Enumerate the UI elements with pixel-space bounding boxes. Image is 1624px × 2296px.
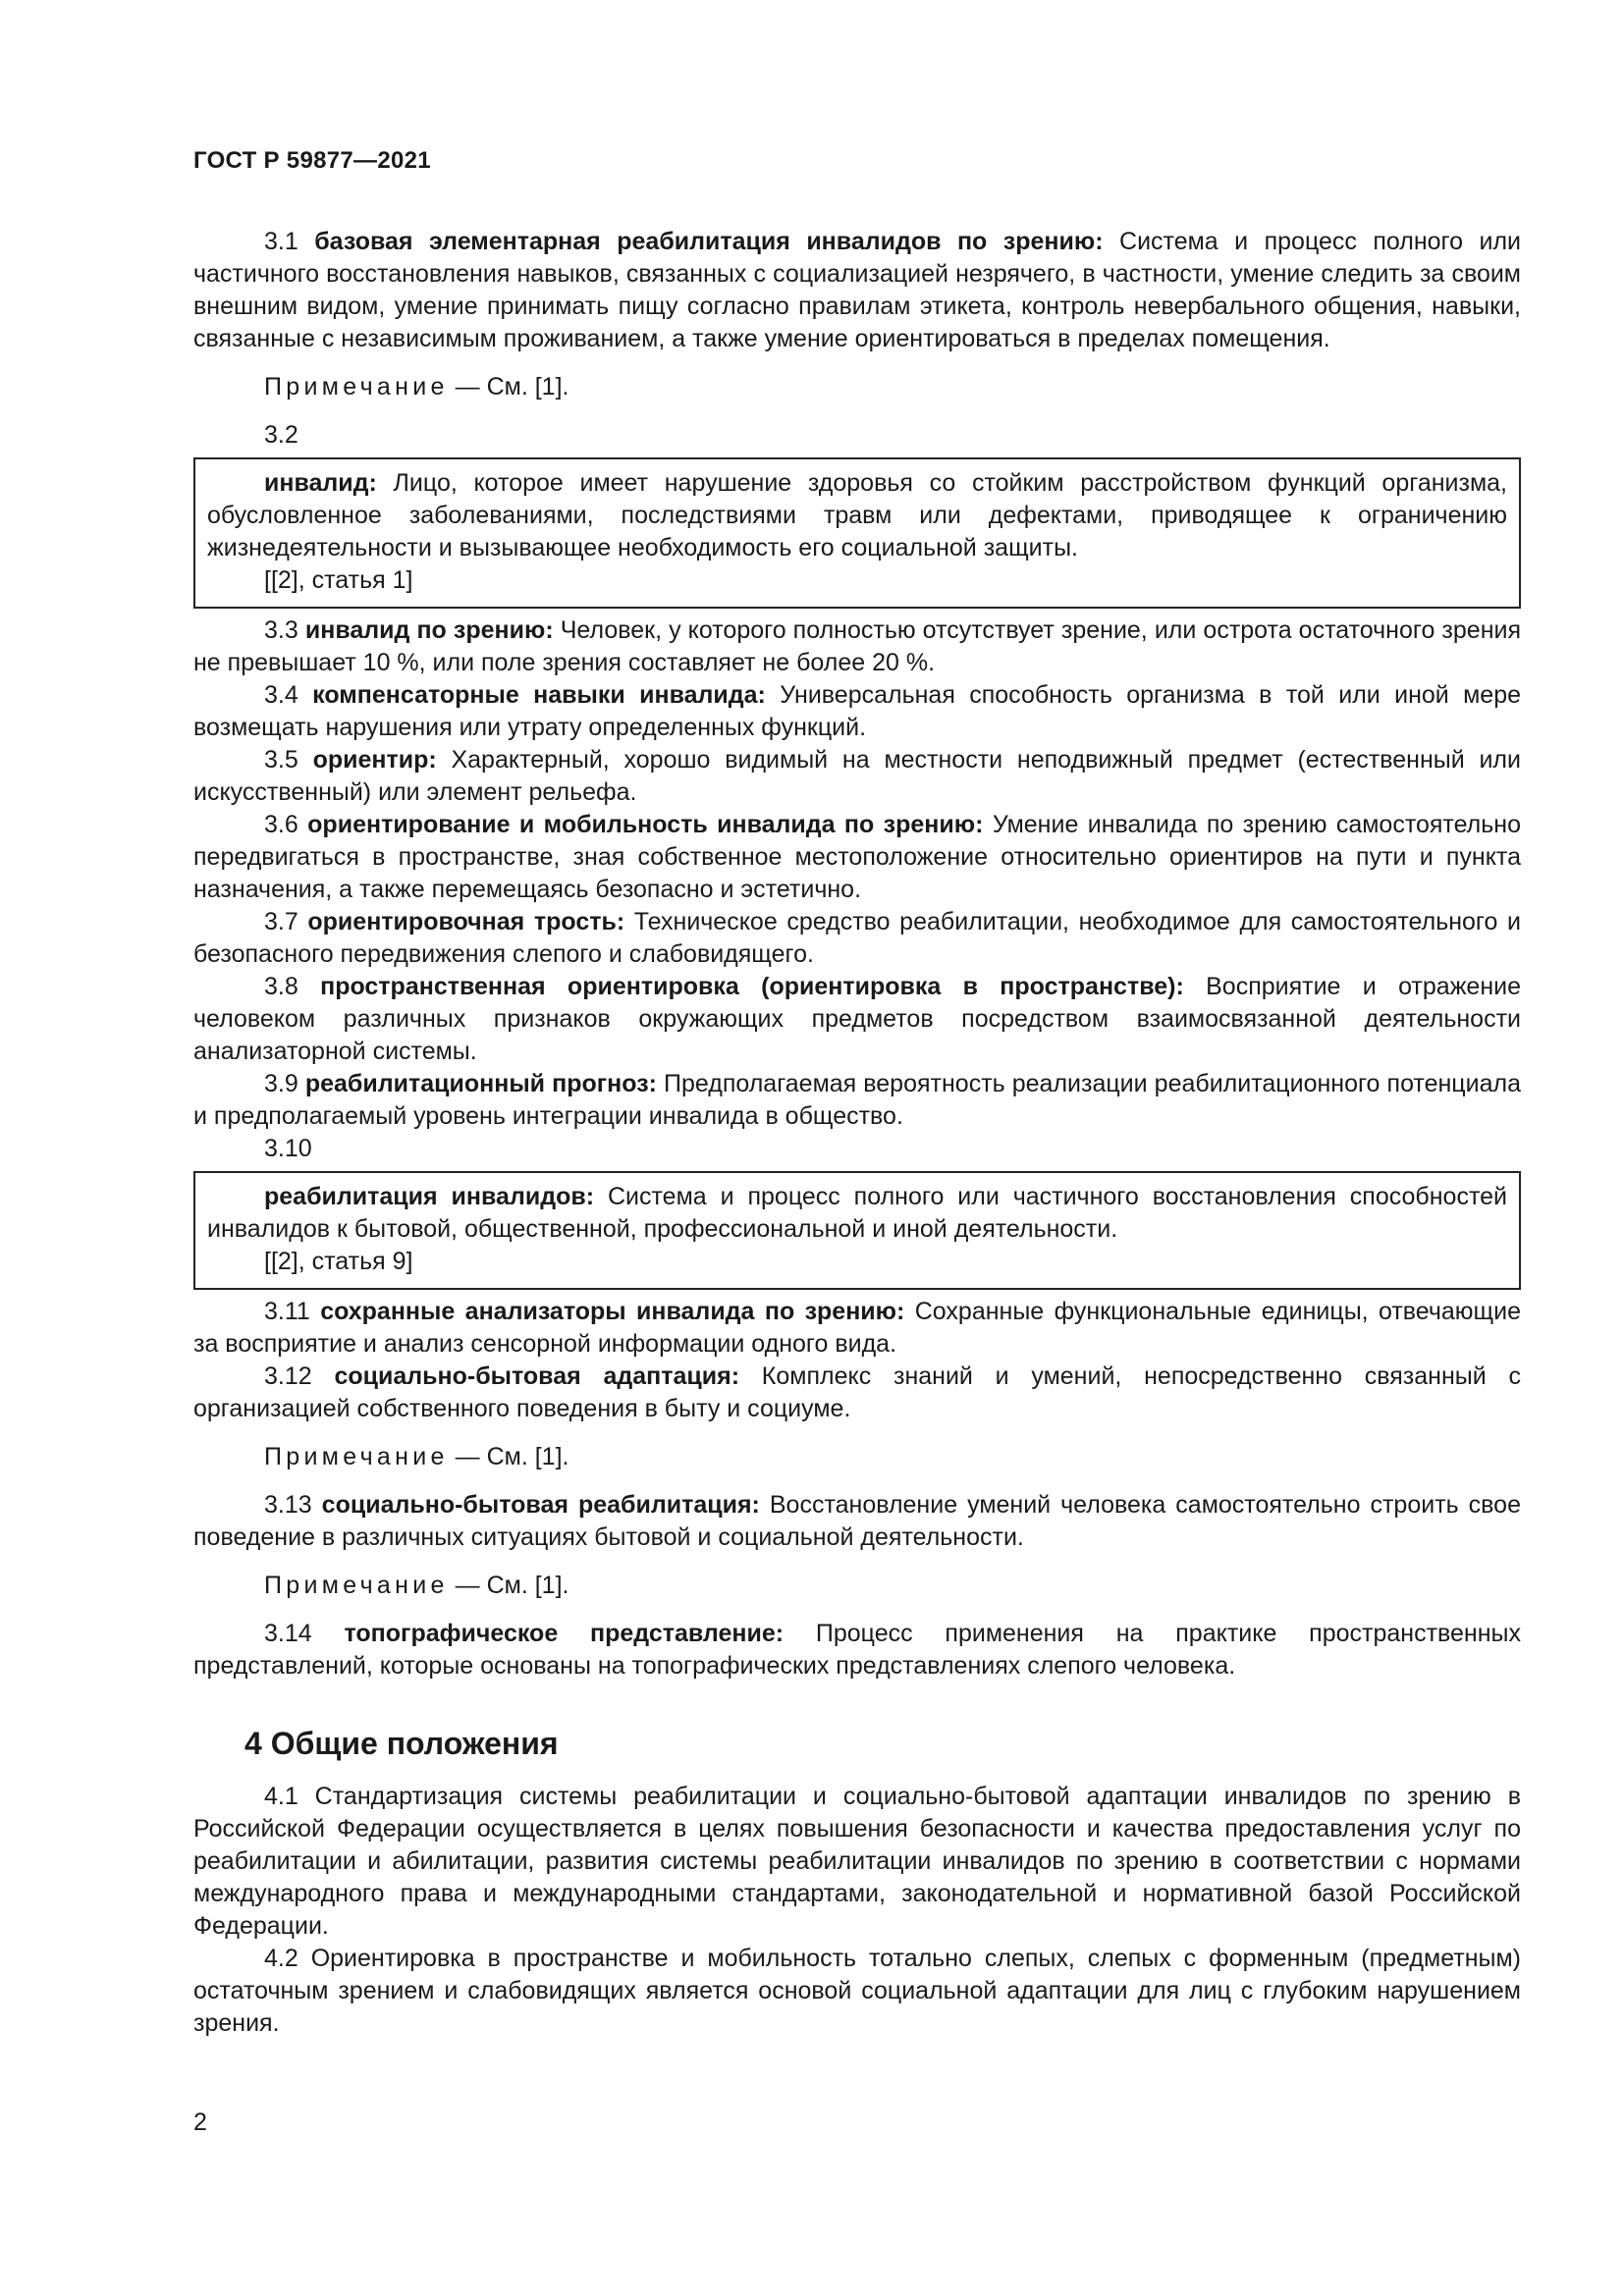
term-3-8: 3.8 пространственная ориентировка (ориентировка в пространстве): Восприятие и отражение человеком различных признаков окружающих предметов посредством взаимосвязанной деятельности анализаторной системы. <box>193 973 1521 1065</box>
term-3-9: 3.9 реабилитационный прогноз: Предполагаемая вероятность реализации реабилитационного потенциала и предполагаемый уровень интеграции инвалида в общество. <box>193 1070 1521 1130</box>
term-3-10 <box>207 1181 1507 1246</box>
term-3-7: 3.7 ориентировочная трость: Техническое средство реабилитации, необходимое для самостоятельного и безопасного передвижения слепого и слабовидящего. <box>193 908 1521 968</box>
note <box>193 1570 1521 1602</box>
term-definition: Умение инвалида по зрению самостоятельно передвигаться в пространстве, зная собственное местоположение относительно ориентиров на пути и пункта назначения, а также перемещаясь безопасно и эстетично. <box>193 811 1521 903</box>
page-content <box>193 226 1521 2040</box>
term-title: топографическое представление: <box>344 1620 785 1647</box>
term-3-11: 3.11 сохранные анализаторы инвалида по зрению: Сохранные функциональные единицы, отвечающие за восприятие и анализ сенсорной информации одного вида. <box>193 1298 1521 1358</box>
term-3-12: 3.12 социально-бытовая адаптация: Комплекс знаний и умений, непосредственно связанный с организацией собственного поведения в быту и социуме. <box>193 1362 1521 1422</box>
term-title: социально-бытовая реабилитация: <box>321 1491 760 1519</box>
term-title: социально-бытовая адаптация: <box>334 1362 740 1390</box>
note <box>193 1441 1521 1473</box>
paragraph-4-1: 4.1 Стандартизация системы реабилитации и социально-бытовой адаптации инвалидов по зрению в Российской Федерации осуществляется в целях повышения безопасности и качества предоставления услуг по реабилитации и абилитации, развития системы реабилитации инвалидов по зрению в соответствии с нормами международного права и международными стандартами, законодательной и нормативной базой Российской Федерации. <box>193 1783 1521 1940</box>
note-text: — См. [1]. <box>448 373 569 400</box>
quoted-definition-box <box>193 457 1521 609</box>
note-label: Примечание <box>264 1443 449 1470</box>
term-3-3: 3.3 инвалид по зрению: Человек, у которого полностью отсутствует зрение, или острота остаточного зрения не превышает 10 %, или поле зрения составляет не более 20 %. <box>193 616 1521 676</box>
term-definition: Предполагаемая вероятность реализации реабилитационного потенциала и предполагаемый уровень интеграции инвалида в общество. <box>193 1070 1521 1130</box>
definition-source: [[2], статья 1] <box>264 566 413 594</box>
term-definition: Комплекс знаний и умений, непосредственно связанный с организацией собственного поведения в быту и социуме. <box>193 1362 1521 1422</box>
term-3-5: 3.5 ориентир: Характерный, хорошо видимый на местности неподвижный предмет (естественный или искусственный) или элемент рельефа. <box>193 746 1521 806</box>
term-definition: Техническое средство реабилитации, необходимое для самостоятельного и безопасного передвижения слепого и слабовидящего. <box>193 908 1521 968</box>
page-number: 2 <box>193 2109 207 2136</box>
term-3-4: 3.4 компенсаторные навыки инвалида: Универсальная способность организма в той или иной мере возмещать нарушения или утрату определенных функций. <box>193 681 1522 741</box>
note-text: — См. [1]. <box>448 1443 569 1470</box>
note <box>193 371 1521 403</box>
term-3-13: 3.13 социально-бытовая реабилитация: Восстановление умений человека самостоятельно строить свое поведение в различных ситуациях бытовой и социальной деятельности. <box>193 1491 1521 1551</box>
term-number-3-2: 3.2 <box>264 421 298 449</box>
term-3-1: 3.1 базовая элементарная реабилитация инвалидов по зрению: Система и процесс полного или частичного восстановления навыков, связанных с социализацией незрячего, в частности, умение следить за своим внешним видом, умение принимать пищу согласно правилам этикета, контроль невербального общения, навыки, связанные с независимым проживанием, а также умение ориентироваться в пределах помещения. <box>193 228 1521 352</box>
term-3-14: 3.14 топографическое представление: Процесс применения на практике пространственных представлений, которые основаны на топографических представлениях слепого человека. <box>193 1620 1521 1680</box>
document-header: ГОСТ Р 59877—2021 <box>193 147 431 174</box>
note-label: Примечание <box>264 1572 449 1599</box>
term-title: пространственная ориентировка (ориентировка в пространстве): <box>320 973 1184 1000</box>
term-3-2 <box>207 467 1507 564</box>
term-definition: Человек, у которого полностью отсутствует зрение, или острота остаточного зрения не превышает 10 %, или поле зрения составляет не более 20 %. <box>193 616 1521 676</box>
term-title: сохранные анализаторы инвалида по зрению: <box>320 1298 905 1325</box>
definition-source: [[2], статья 9] <box>264 1248 413 1275</box>
quoted-definition-box <box>193 1171 1521 1290</box>
term-3-6: 3.6 ориентирование и мобильность инвалида по зрению: Умение инвалида по зрению самостоятельно передвигаться в пространстве, зная собственное местоположение относительно ориентиров на пути и пункта назначения, а также перемещаясь безопасно и эстетично. <box>193 811 1521 903</box>
section-heading: 4 Общие положения <box>244 1726 559 1761</box>
note-text: — См. [1]. <box>448 1572 569 1599</box>
term-title: ориентирование и мобильность инвалида по зрению: <box>307 811 984 838</box>
term-title: компенсаторные навыки инвалида: <box>312 681 766 709</box>
term-definition: Система и процесс полного или частичного восстановления способностей инвалидов к бытовой, общественной, профессиональной и иной деятельности. <box>207 1183 1508 1243</box>
term-definition: Восприятие и отражение человеком различных признаков окружающих предметов посредством взаимосвязанной деятельности анализаторной системы. <box>193 973 1521 1065</box>
term-title: инвалид: <box>264 469 377 497</box>
paragraph-4-2: 4.2 Ориентировка в пространстве и мобильность тотально слепых, слепых с форменным (предметным) остаточным зрением и слабовидящих является основой социальной адаптации для лиц с глубоким нарушением зрения. <box>193 1945 1521 2037</box>
term-definition: Система и процесс полного или частичного восстановления навыков, связанных с социализацией незрячего, в частности, умение следить за своим внешним видом, умение принимать пищу согласно правилам этикета, контроль невербального общения, навыки, связанные с независимым проживанием, а также умение ориентироваться в пределах помещения. <box>193 228 1521 352</box>
term-title: инвалид по зрению: <box>304 616 554 644</box>
term-title: базовая элементарная реабилитация инвалидов по зрению: <box>314 228 1104 255</box>
note-label: Примечание <box>264 373 449 400</box>
term-definition: Процесс применения на практике пространственных представлений, которые основаны на топографических представлениях слепого человека. <box>193 1620 1521 1680</box>
term-definition: Сохранные функциональные единицы, отвечающие за восприятие и анализ сенсорной информации одного вида. <box>193 1298 1521 1358</box>
term-title: реабилитационный прогноз: <box>304 1070 657 1097</box>
term-definition: Характерный, хорошо видимый на местности неподвижный предмет (естественный или искусственный) или элемент рельефа. <box>193 746 1521 806</box>
term-definition: Лицо, которое имеет нарушение здоровья со стойким расстройством функций организма, обусловленное заболеваниями, последствиями травм или дефектами, приводящее к ограничению жизнедеятельности и вызывающее необходимость его социальной защиты. <box>207 469 1507 561</box>
term-title: реабилитация инвалидов: <box>264 1183 595 1210</box>
term-number-3-10: 3.10 <box>264 1135 312 1162</box>
term-definition: Универсальная способность организма в той или иной мере возмещать нарушения или утрату определенных функций. <box>193 681 1522 741</box>
term-title: ориентир: <box>312 746 437 774</box>
term-definition: Восстановление умений человека самостоятельно строить свое поведение в различных ситуациях бытовой и социальной деятельности. <box>193 1491 1521 1551</box>
term-title: ориентировочная трость: <box>307 908 625 935</box>
